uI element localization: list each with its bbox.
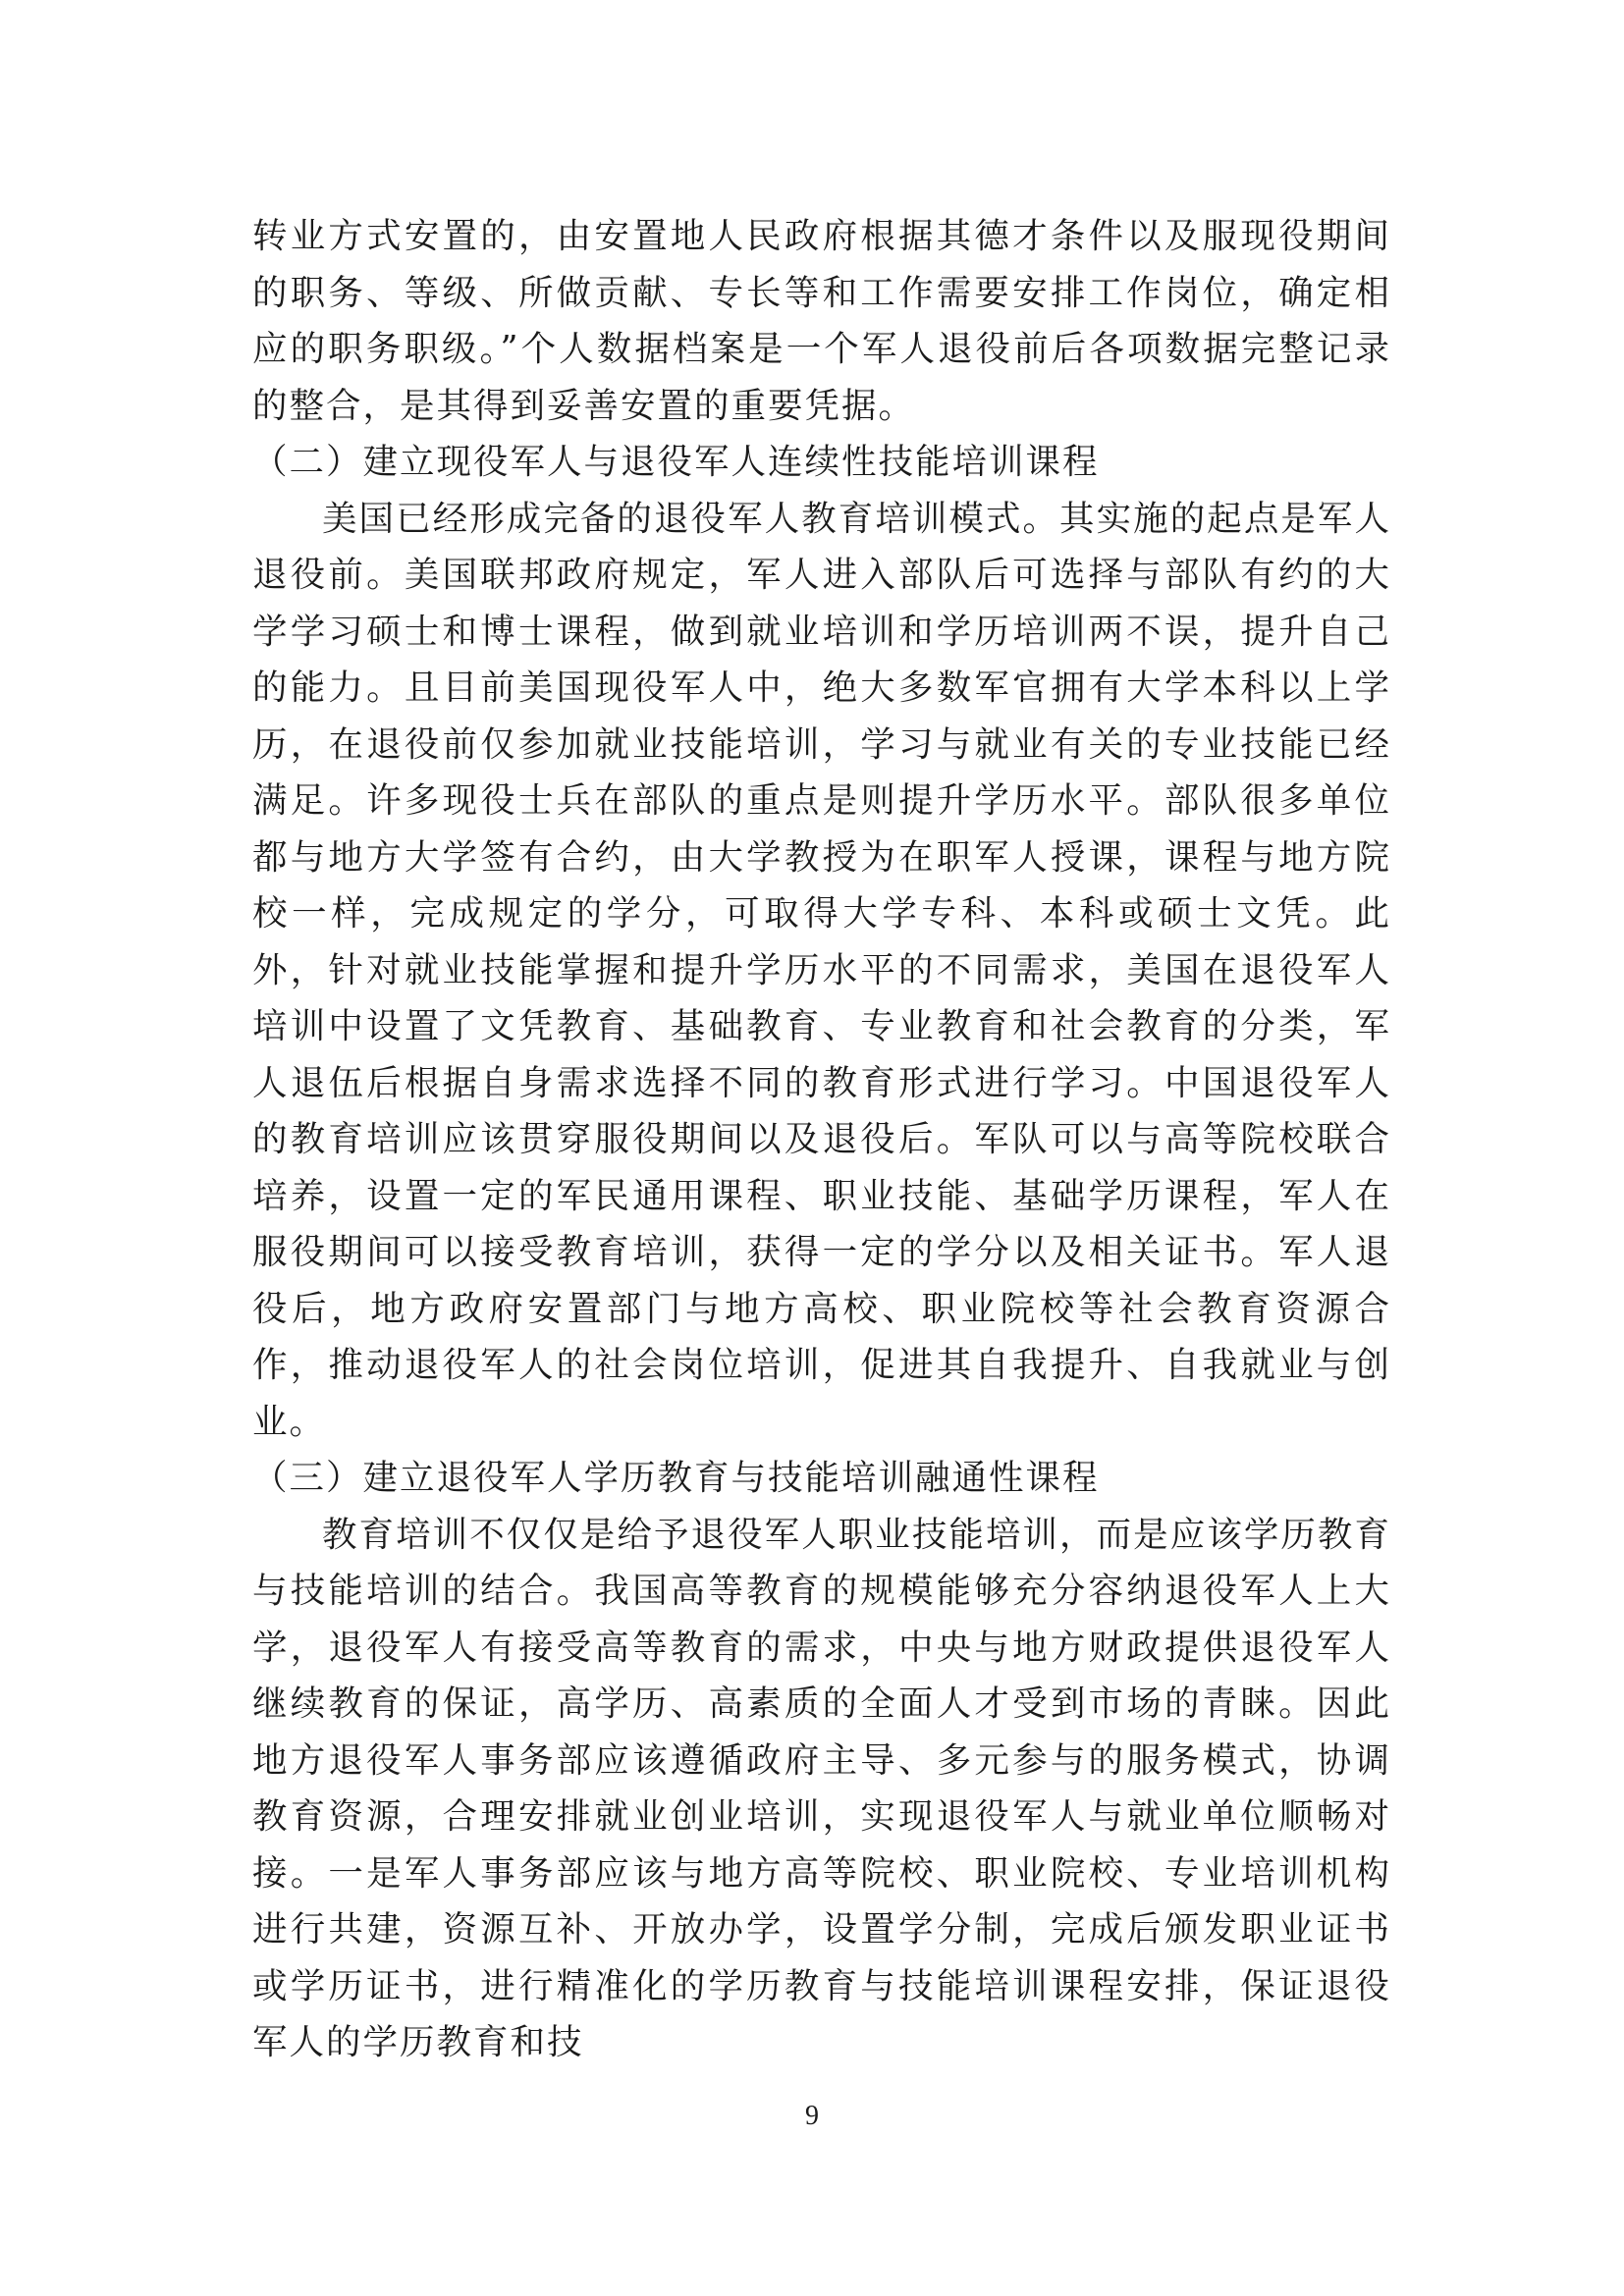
section-heading-3: （三）建立退役军人学历教育与技能培训融通性课程	[252, 1458, 1100, 1498]
paragraph-education-integration: 教育培训不仅仅是给予退役军人职业技能培训，而是应该学历教育与技能培训的结合。我国高等教育的规模能够充分容纳退役军人上大学，退役军人有接受高等教育的需求，中央与地方财政提供退役军人继续教育的保证，高学历、高素质的全面人才受到市场的青睐。因此地方退役军人事务部应该遵循政府主导、多元参与的服务模式，协调教育资源，合理安排就业创业培训，实现退役军人与就业单位顺畅对接。一是军人事务部应该与地方高等院校、职业院校、专业培训机构进行共建，资源互补、开放办学，设置学分制，完成后颁发职业证书或学历证书，进行精准化的学历教育与技能培训课程安排，保证退役军人的学历教育和技	[252, 1514, 1391, 2062]
paragraph-continuation: 转业方式安置的，由安置地人民政府根据其德才条件以及服现役期间的职务、等级、所做贡献、专长等和工作需要安排工作岗位，确定相应的职务职级。”个人数据档案是一个军人退役前后各项数据完整记录的整合，是其得到妥善安置的重要凭据。	[252, 216, 1391, 426]
page-number: 9	[805, 2101, 819, 2131]
section-heading-2: （二）建立现役军人与退役军人连续性技能培训课程	[252, 442, 1100, 482]
page-body	[252, 208, 1391, 2071]
paragraph-us-training-model: 美国已经形成完备的退役军人教育培训模式。其实施的起点是军人退役前。美国联邦政府规定，军人进入部队后可选择与部队有约的大学学习硕士和博士课程，做到就业培训和学历培训两不误，提升自己的能力。且目前美国现役军人中，绝大多数军官拥有大学本科以上学历，在退役前仅参加就业技能培训，学习与就业有关的专业技能已经满足。许多现役士兵在部队的重点是则提升学历水平。部队很多单位都与地方大学签有合约，由大学教授为在职军人授课，课程与地方院校一样，完成规定的学分，可取得大学专科、本科或硕士文凭。此外，针对就业技能掌握和提升学历水平的不同需求，美国在退役军人培训中设置了文凭教育、基础教育、专业教育和社会教育的分类，军人退伍后根据自身需求选择不同的教育形式进行学习。中国退役军人的教育培训应该贯穿服役期间以及退役后。军队可以与高等院校联合培养，设置一定的军民通用课程、职业技能、基础学历课程，军人在服役期间可以接受教育培训，获得一定的学分以及相关证书。军人退役后，地方政府安置部门与地方高校、职业院校等社会教育资源合作，推动退役军人的社会岗位培训，促进其自我提升、自我就业与创业。	[252, 498, 1391, 1442]
